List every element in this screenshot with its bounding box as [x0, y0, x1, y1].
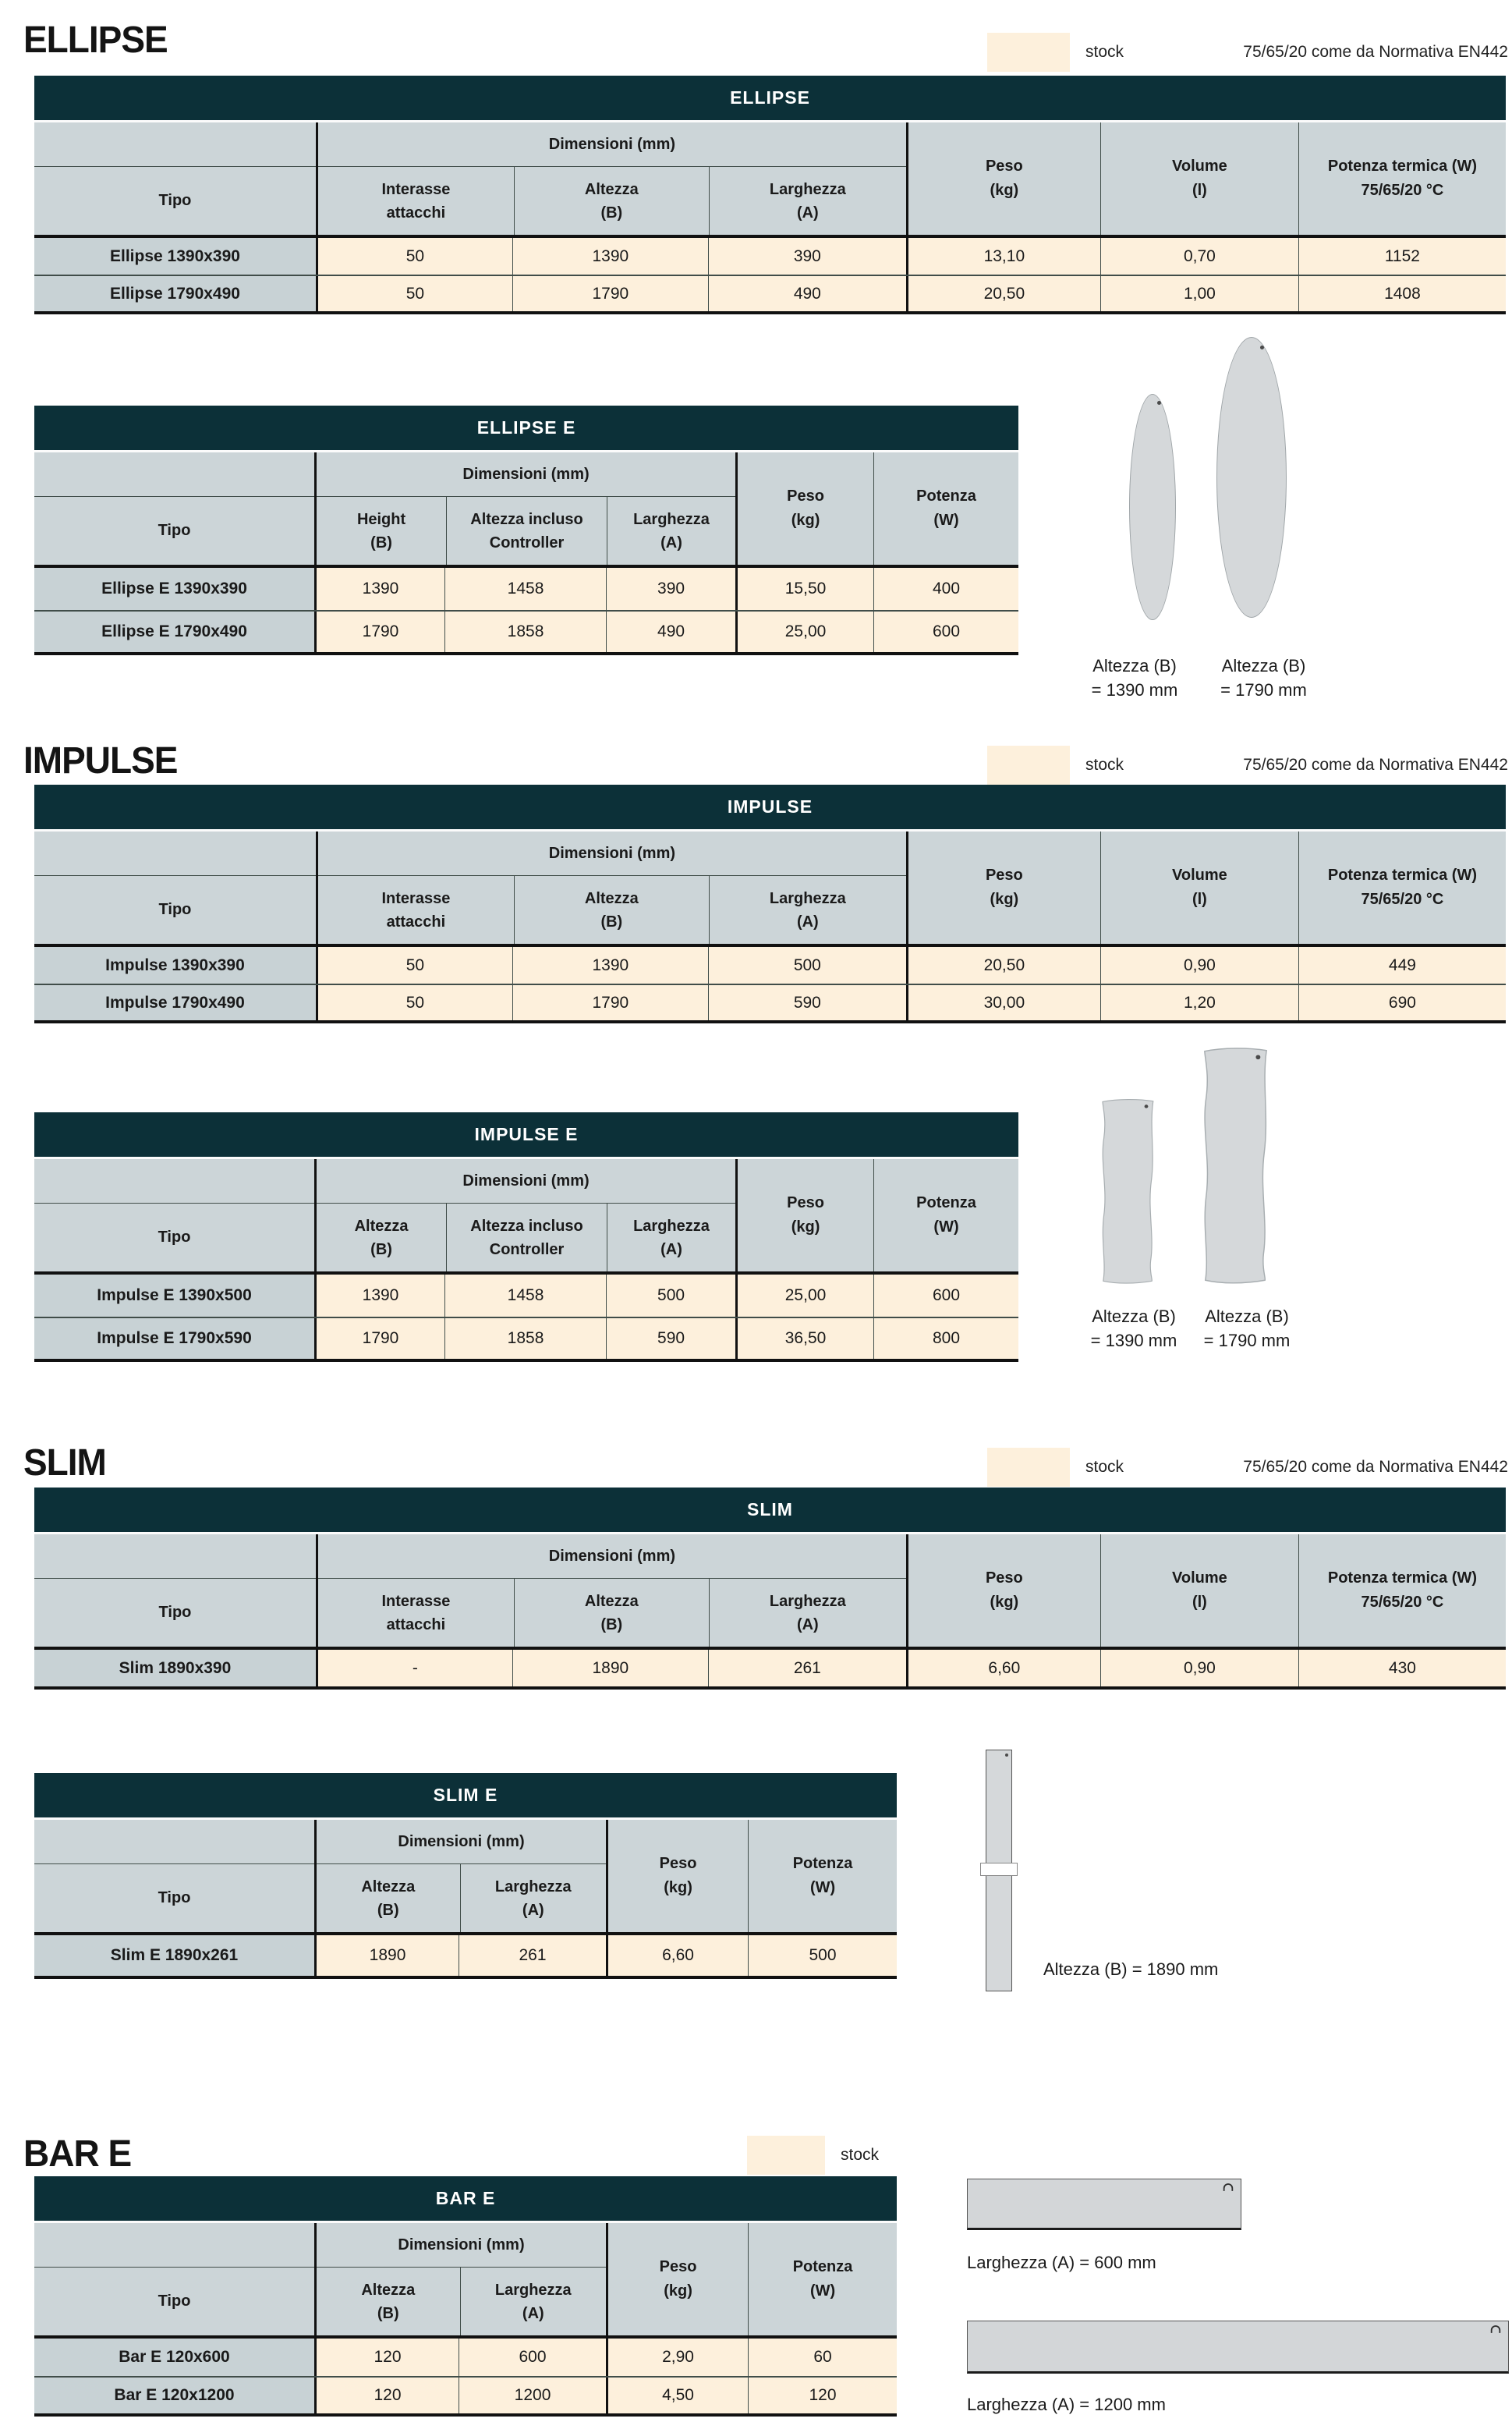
- table-header: [34, 122, 1506, 238]
- header-tipo: Tipo: [34, 1820, 314, 1932]
- slim-bar-label: Altezza (B) = 1890 mm: [1043, 1959, 1219, 1979]
- header-larghezza: Larghezza (A): [607, 497, 735, 565]
- header-potenza: Potenza (W): [748, 2223, 897, 2335]
- table-row: Bar E 120x1200 120 1200 4,50 120: [34, 2376, 897, 2413]
- table-row: Slim E 1890x261 1890 261 6,60 500: [34, 1935, 897, 1976]
- table-ellipse: [34, 76, 1506, 314]
- header-larghezza: Larghezza (A): [709, 876, 906, 944]
- header-peso: Peso (kg): [606, 1820, 748, 1932]
- table-title: ELLIPSE: [34, 76, 1506, 122]
- wave-shape-small: [1096, 1098, 1159, 1284]
- section-heading-bar-e: BAR E: [23, 2132, 132, 2175]
- norm-label: 75/65/20 come da Normativa EN442: [1243, 756, 1508, 774]
- header-altezza-controller: Altezza incluso Controller: [446, 497, 607, 565]
- header-peso: Peso (kg): [906, 832, 1100, 944]
- valve-dot-icon: [1005, 1753, 1008, 1757]
- table-title: SLIM E: [34, 1773, 897, 1820]
- header-potenza: Potenza (W): [873, 1159, 1018, 1271]
- header-tipo: Tipo: [34, 452, 314, 565]
- bar-shape-600: [967, 2179, 1241, 2230]
- header-tipo: Tipo: [34, 122, 316, 235]
- section-heading-ellipse: ELLIPSE: [23, 18, 168, 61]
- table-row: Impulse 1390x390 50 1390 500 20,50 0,90 449: [34, 947, 1506, 984]
- bar-shape-label-600: Larghezza (A) = 600 mm: [967, 2253, 1156, 2272]
- stock-label: stock: [1085, 756, 1124, 774]
- header-dimensioni-group: Dimensioni (mm) Height (B) Altezza incluso Controller Larghezza (A): [314, 452, 735, 565]
- header-altezza: Altezza (B): [361, 2281, 416, 2322]
- ellipse-shape-large: [1216, 337, 1287, 618]
- table-header: [34, 2223, 897, 2339]
- table-header: [34, 832, 1506, 947]
- table-row: Impulse 1790x490 50 1790 590 30,00 1,20 690: [34, 984, 1506, 1020]
- header-altezza: Altezza (B): [514, 876, 709, 944]
- stock-label: stock: [841, 2146, 880, 2164]
- header-dimensioni-group: Dimensioni (mm) Interasse attacchi Altezza (B) Larghezza (A): [316, 122, 906, 235]
- bar-shape-1200: [967, 2321, 1509, 2374]
- norm-label: 75/65/20 come da Normativa EN442: [1243, 1458, 1508, 1476]
- table-row: Impulse E 1390x500 1390 1458 500 25,00 600: [34, 1275, 1018, 1317]
- table-slim-e: [34, 1773, 897, 1979]
- wave-shape-label-large: Altezza (B) = 1790 mm: [1203, 1307, 1291, 1350]
- header-interasse: Interasse attacchi: [381, 180, 451, 222]
- header-potenza-termica: Potenza termica (W) 75/65/20 °C: [1298, 832, 1506, 944]
- header-altezza: Altezza (B): [514, 167, 709, 235]
- table-title: SLIM: [34, 1488, 1506, 1534]
- header-dimensioni-group: Dimensioni (mm) Altezza (B) Altezza incluso Controller Larghezza (A): [314, 1159, 735, 1271]
- header-potenza-termica: Potenza termica (W) 75/65/20 °C: [1298, 1534, 1506, 1647]
- table-ellipse-e: [34, 406, 1018, 655]
- header-volume: Volume (l): [1100, 832, 1298, 944]
- stock-color-swatch: [987, 746, 1070, 785]
- header-peso: Peso (kg): [906, 122, 1100, 235]
- table-row: Ellipse 1390x390 50 1390 390 13,10 0,70 1152: [34, 238, 1506, 275]
- header-larghezza: Larghezza (A): [460, 2268, 606, 2335]
- table-row: Ellipse E 1790x490 1790 1858 490 25,00 600: [34, 610, 1018, 652]
- header-tipo: Tipo: [34, 1534, 316, 1647]
- section-heading-impulse: IMPULSE: [23, 739, 178, 782]
- valve-dot-icon: [1157, 401, 1161, 405]
- header-peso: Peso (kg): [906, 1534, 1100, 1647]
- table-header: [34, 1534, 1506, 1650]
- table-title: ELLIPSE E: [34, 406, 1018, 452]
- norm-label: 75/65/20 come da Normativa EN442: [1243, 43, 1508, 61]
- header-larghezza: Larghezza (A): [709, 1579, 906, 1647]
- bar-shape-label-1200: Larghezza (A) = 1200 mm: [967, 2395, 1166, 2414]
- ellipse-shape-label-large: Altezza (B) = 1790 mm: [1220, 656, 1307, 700]
- header-altezza-controller: Altezza incluso Controller: [446, 1204, 607, 1271]
- header-peso: Peso (kg): [735, 1159, 873, 1271]
- header-altezza: Altezza (B): [514, 1579, 709, 1647]
- table-row: Slim 1890x390 - 1890 261 6,60 0,90 430: [34, 1650, 1506, 1686]
- header-altezza: Altezza (B): [361, 1878, 416, 1919]
- header-potenza: Potenza (W): [873, 452, 1018, 565]
- wave-shape-large: [1197, 1047, 1273, 1284]
- table-title: IMPULSE: [34, 785, 1506, 832]
- stock-color-swatch: [987, 1448, 1070, 1487]
- header-potenza-termica: Potenza termica (W) 75/65/20 °C: [1298, 122, 1506, 235]
- table-header: [34, 1159, 1018, 1275]
- table-bar-e: [34, 2176, 897, 2417]
- ellipse-shape-small: [1129, 394, 1176, 620]
- header-larghezza: Larghezza (A): [607, 1204, 735, 1271]
- stock-label: stock: [1085, 1458, 1124, 1476]
- table-row: Bar E 120x600 120 600 2,90 60: [34, 2339, 897, 2376]
- valve-dot-icon: [1260, 346, 1264, 349]
- header-altezza: Altezza (B): [354, 1217, 409, 1258]
- table-slim: [34, 1488, 1506, 1690]
- heater-arch-icon: [1222, 2183, 1234, 2192]
- table-header: [34, 1820, 897, 1935]
- heater-arch-icon: [1489, 2324, 1502, 2334]
- header-interasse: Interasse attacchi: [381, 889, 451, 931]
- table-title: BAR E: [34, 2176, 897, 2223]
- header-larghezza: Larghezza (A): [709, 167, 906, 235]
- controller-box: [980, 1863, 1018, 1876]
- header-dimensioni-group: Dimensioni (mm) Altezza (B) Larghezza (A): [314, 1820, 606, 1932]
- header-volume: Volume (l): [1100, 122, 1298, 235]
- stock-label: stock: [1085, 43, 1124, 61]
- header-peso: Peso (kg): [735, 452, 873, 565]
- table-header: [34, 452, 1018, 568]
- table-title: IMPULSE E: [34, 1112, 1018, 1159]
- table-row: Ellipse E 1390x390 1390 1458 390 15,50 400: [34, 568, 1018, 610]
- table-impulse: [34, 785, 1506, 1023]
- table-row: Impulse E 1790x590 1790 1858 590 36,50 800: [34, 1317, 1018, 1359]
- header-volume: Volume (l): [1100, 1534, 1298, 1647]
- ellipse-shape-label-small: Altezza (B) = 1390 mm: [1091, 656, 1178, 700]
- header-tipo: Tipo: [34, 1159, 314, 1271]
- header-tipo: Tipo: [34, 832, 316, 944]
- header-dimensioni-group: Dimensioni (mm) Interasse attacchi Altezza (B) Larghezza (A): [316, 832, 906, 944]
- table-impulse-e: [34, 1112, 1018, 1362]
- header-dimensioni-group: Dimensioni (mm) Altezza (B) Larghezza (A): [314, 2223, 606, 2335]
- header-peso: Peso (kg): [606, 2223, 748, 2335]
- stock-color-swatch: [747, 2136, 825, 2175]
- section-heading-slim: SLIM: [23, 1441, 106, 1484]
- header-height: Height (B): [356, 510, 406, 551]
- header-tipo: Tipo: [34, 2223, 314, 2335]
- header-potenza: Potenza (W): [748, 1820, 897, 1932]
- header-larghezza: Larghezza (A): [460, 1864, 606, 1932]
- stock-color-swatch: [987, 33, 1070, 72]
- wave-shape-label-small: Altezza (B) = 1390 mm: [1090, 1307, 1177, 1350]
- table-row: Ellipse 1790x490 50 1790 490 20,50 1,00 1408: [34, 275, 1506, 311]
- header-dimensioni-group: Dimensioni (mm) Interasse attacchi Altezza (B) Larghezza (A): [316, 1534, 906, 1647]
- header-interasse: Interasse attacchi: [381, 1592, 451, 1633]
